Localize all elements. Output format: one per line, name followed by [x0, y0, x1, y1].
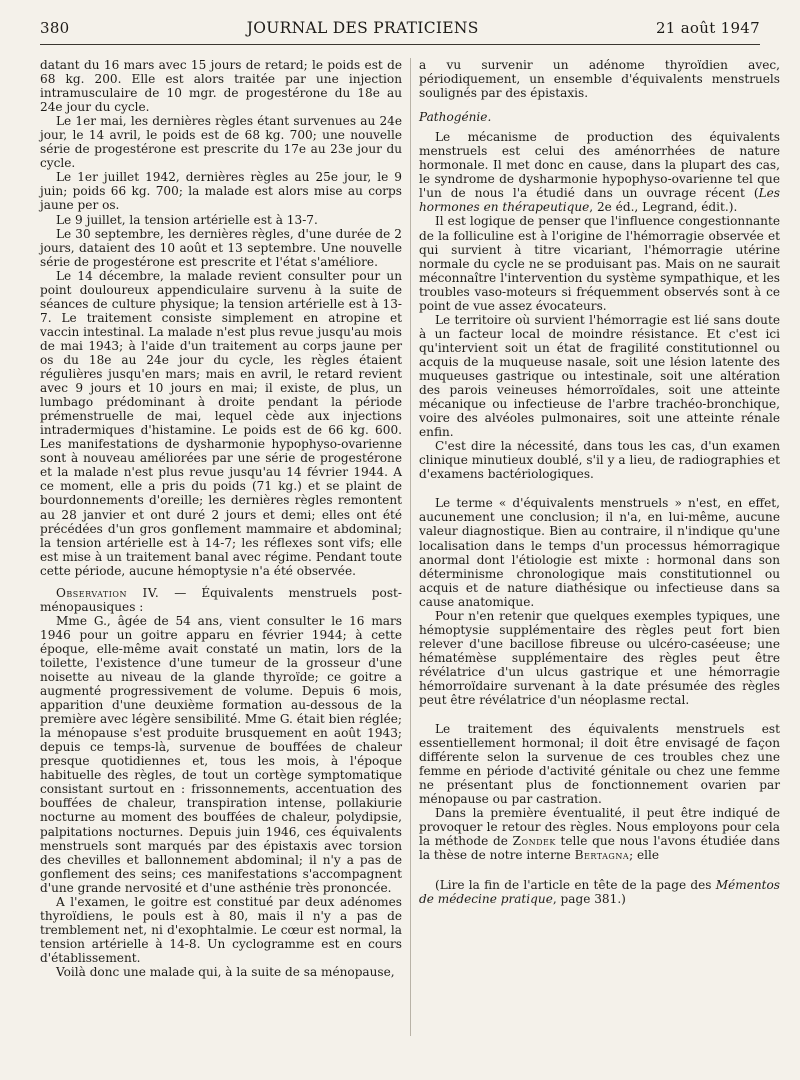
paragraph: Le 9 juillet, la tension artérielle est à 13-7. [56, 212, 318, 227]
left-column [40, 58, 402, 979]
paragraph: Il est logique de penser que l'influence congestionnante de la folliculine est à l'origine de l'hémorragie observée et qui survient à titre vicariant, l'hémorragie utérine normale du cycle ne se produisant pas. Mais on ne saurait méconnaître l'intervention du système sympathique, et les troubles vaso-moteurs si fréquemment observés sont à ce point de vue assez évocateurs. [419, 214, 780, 313]
paragraph: C'est dire la nécessité, dans tous les cas, d'un examen clinique minutieux doublé, s'il y a lieu, de radiographies et d'examens bactériologiques. [419, 439, 780, 482]
continuation-note [419, 878, 780, 906]
paragraph: Le territoire où survient l'hémorragie est lié sans doute à un facteur local de moindre résistance. Et c'est ici qu'intervient soit un état de fragilité constitutionnel ou acquis de la muqueuse nasale, soit une lésion latente des muqueuses gastrique ou intestinale, soit une altération des parois veineuses hémorroïdales, soit une atteinte mécanique ou infectieuse de l'arbre trachéo-bronchique, voire des alvéoles pulmonaires, soit une atteinte rénale enfin. [419, 312, 780, 440]
paragraph: Pour n'en retenir que quelques exemples typiques, une hémoptysie supplémentaire des règles peut fort bien relever d'une bacillose fibreuse ou ulcéro-caséeuse; une hématémèse supplémentaire des règles peut être révélatrice d'un ulcus gastrique et une hémorragie hémorroïdaire survenant à la date présumée des règles peut être révélatrice d'un néoplasme rectal. [419, 608, 780, 708]
page-header [40, 16, 760, 45]
text-run: ; elle [629, 848, 660, 863]
page-number: 380 [40, 19, 70, 37]
paragraph: Le terme « d'équivalents menstruels » n'est, en effet, aucunement une conclusion; il n'a, en lui-même, aucune valeur diagnostique. Bien au contraire, il n'indique qu'une localisation dans le temps d'un processus hémorragique anormal dont l'étiologie est mixte : hormonal dans son déterminisme chronologique mais constitutionnel ou acquis et de nature diathésique ou infectieuse dans sa cause anatomique. [419, 496, 780, 609]
observation-heading [40, 586, 402, 614]
issue-date: 21 août 1947 [655, 19, 760, 37]
paragraph: Mme G., âgée de 54 ans, vient consulter le 16 mars 1946 pour un goitre apparu en février 1944; à cette époque, elle-même avait constaté un matin, lors de la toilette, l'existence d'une tumeur de la grosseur d'une noisette au niveau de la glande thyroïde; ce goitre a augmenté progressivement de volume. Depuis 6 mois, apparition d'une deuxième formation au-dessous de la première avec légère sensibilité. Mme G. était bien réglée; la ménopause s'est produite brusquement en août 1943; depuis ce temps-là, survenue de bouffées de chaleur presque quotidiennes et, tous les mois, à l'époque habituelle des règles, de tout un cortège symptomatique consistant surtout en : frissonnements, accentuation des bouffées de chaleur, transpiration intense, pollakiurie nocturne au moment des bouffées de chaleur, polydipsie, palpitations nocturnes. Depuis juin 1946, ces équivalents menstruels sont marqués par des épistaxis avec torsion des chevilles et ballonnement abdominal; il n'y a pas de gonflement des seins; ces manifestations s'accompagnent d'une grande nervosité et d'une asthénie très prononcée. [40, 613, 402, 895]
section-reference: Mémentos de médecine pratique [419, 877, 780, 906]
journal-title: JOURNAL DES PRATICIENS [246, 19, 479, 37]
book-title: Les hormones en thérapeutique [419, 186, 780, 215]
column-divider [410, 58, 411, 1036]
paragraph: Voilà donc une malade qui, à la suite de sa ménopause, [56, 965, 395, 979]
paragraph: Le traitement des équivalents menstruels est essentiellement hormonal; il doit être envisagé de façon différente selon la survenue de ces troubles chez une femme en période d'activité génitale ou chez une femme ne présentant plus de fonctionnement ovarien par ménopause ou par castration. [419, 722, 780, 807]
paragraph: Le 1er mai, les dernières règles étant survenues au 24e jour, le 14 avril, le poids est de 68 kg. 700; une nouvelle série de progestérone est prescrite du 17e au 23e jour du cycle. [40, 114, 402, 171]
text-run: Dans la première éventualité, il peut être indiqué de provoquer le retour des règles. Nous employons pour cela la méthode de [419, 806, 780, 849]
text-run: telle que nous l'avons étudiée dans la thèse de notre interne [419, 834, 780, 863]
text-run: , page 381.) [552, 891, 626, 906]
observation-label: Observation IV. [56, 585, 160, 600]
paragraph: Le 14 décembre, la malade revient consulter pour un point douloureux appendiculaire survenu à la suite de séances de culture physique; la tension artérielle est à 13-7. Le traitement consiste simplement en atropine et vaccin intestinal. La malade n'est plus revue jusqu'au mois de mai 1943; à l'aide d'un traitement au corps jaune per os du 18e au 24e jour du cycle, les règles étaient régulières jusqu'en mars; mais en avril, le retard revient avec 9 jours et 10 jours en mai; il existe, de plus, un lumbago prédominant à droite pendant la période prémenstruelle de mai, lequel cède aux injections intradermiques d'histamine. Le poids est de 66 kg. 600. Les manifestations de dysharmonie hypophyso-ovarienne sont à nouveau améliorées par une série de progestérone et la malade n'est plus revue jusqu'au 14 février 1944. A ce moment, elle a pris du poids (71 kg.) et se plaint de bourdonnements d'oreille; les dernières règles remontent au 28 janvier et ont duré 2 jours et demi; elles ont été précédées d'un gros gonflement mammaire et abdominal; la tension artérielle est à 14-7; les réflexes sont vifs; elle est mise à un traitement banal avec régime. Pendant toute cette période, aucune hémoptysie n'a été observée. [40, 268, 402, 578]
text-run: (Lire la fin de l'article en tête de la page des [435, 877, 716, 892]
right-column [419, 58, 780, 906]
text-run: , 2e éd., Legrand, édit.). [589, 200, 738, 215]
paragraph: a vu survenir un adénome thyroïdien avec, périodiquement, un ensemble d'équivalents menstruels soulignés par des épistaxis. [419, 58, 780, 101]
paragraph: Le 1er juillet 1942, dernières règles au 25e jour, le 9 juin; poids 66 kg. 700; la malade est alors mise au corps jaune per os. [40, 170, 402, 213]
author-name: Zondek [512, 834, 556, 849]
observation-title: — Équivalents menstruels post-ménopausiques : [40, 585, 402, 614]
paragraph [419, 806, 780, 862]
author-name: Bertagna [574, 848, 630, 863]
paragraph [419, 130, 780, 214]
paragraph: Le 30 septembre, les dernières règles, d'une durée de 2 jours, dataient des 10 août et 13 septembre. Une nouvelle série de progestérone est prescrite et l'état s'améliore. [40, 226, 402, 269]
text-run: Le mécanisme de production des équivalents menstruels est celui des aménorrhées de nature hormonale. Il met donc en cause, dans la plupart des cas, le syndrome de dysharmonie hypophyso-ovarienne tel que l'un de nous l'a étudié dans un ouvrage récent ( [419, 130, 780, 201]
paragraph: A l'examen, le goitre est constitué par deux adénomes thyroïdiens, le pouls est à 80, mais il n'y a pas de tremblement net, ni d'exophtalmie. Le cœur est normal, la tension artérielle à 14-8. Un cyclogramme est en cours d'établissement. [40, 894, 402, 965]
paragraph: datant du 16 mars avec 15 jours de retard; le poids est de 68 kg. 200. Elle est alors traitée par une injection intramusculaire de 10 mgr. de progestérone du 18e au 24e jour du cycle. [40, 58, 402, 115]
section-heading: Pathogénie. [419, 110, 492, 125]
